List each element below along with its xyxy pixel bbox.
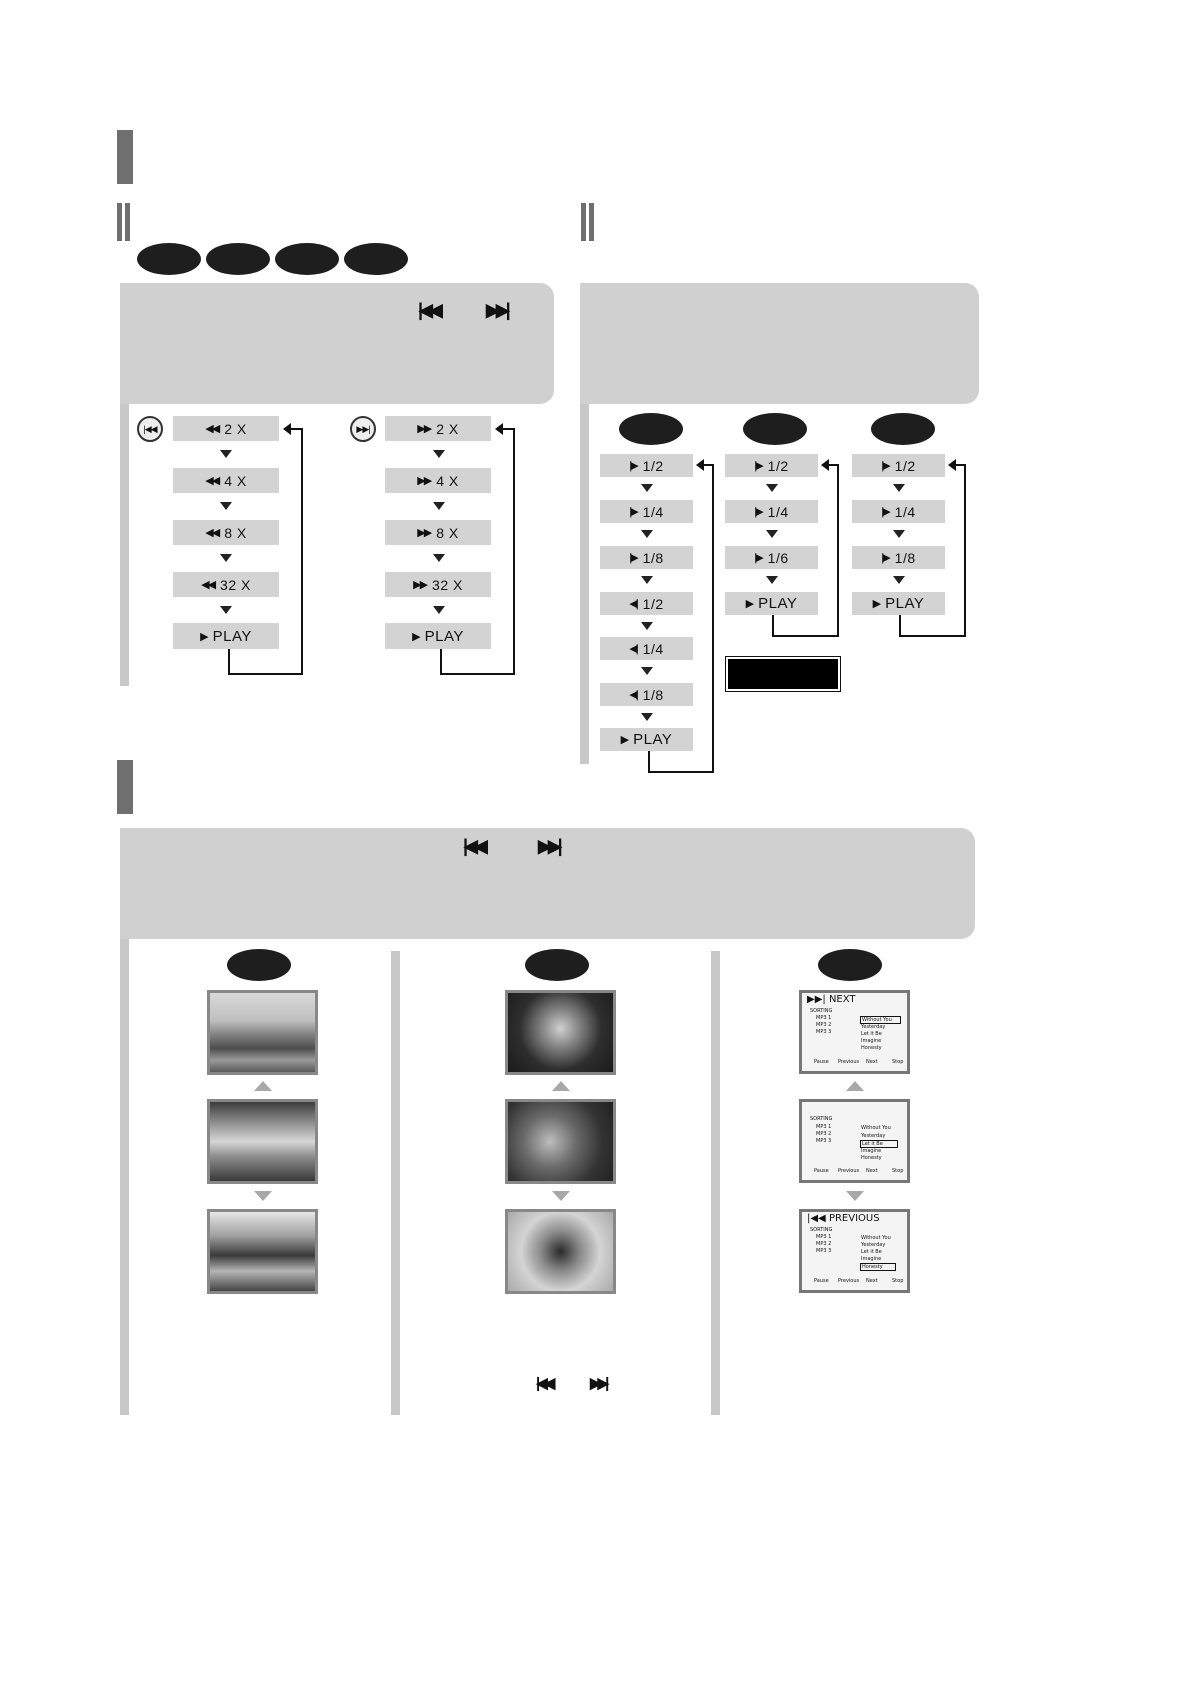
slow-label: 1/4 xyxy=(642,640,664,657)
loop-line xyxy=(964,464,966,637)
menu-footer-item: Pause xyxy=(814,1278,829,1284)
skip-rule-3 xyxy=(711,951,720,1415)
arrow-down-icon xyxy=(641,530,653,538)
fwd-step-label: 32 X xyxy=(432,576,463,593)
loop-line xyxy=(513,428,515,675)
fwd-play xyxy=(385,623,491,649)
loop-arrowhead-icon xyxy=(821,459,829,471)
slow-label: 1/8 xyxy=(642,549,664,566)
arrow-down-icon xyxy=(220,554,232,562)
loop-line xyxy=(228,649,230,674)
menu-track-selected: Without You xyxy=(860,1016,901,1024)
play-icon: ▶ xyxy=(412,630,419,643)
menu-footer-item: Stop xyxy=(892,1168,904,1174)
fwd-step-label: 4 X xyxy=(436,472,459,489)
note-box xyxy=(725,656,841,692)
fwd-step-label: 2 X xyxy=(436,420,459,437)
slow-forward-icon: |▶ xyxy=(629,552,637,564)
arrow-down-icon xyxy=(641,622,653,630)
slow3-step-1 xyxy=(852,454,945,477)
arrow-down-icon xyxy=(893,530,905,538)
photo-beach-umbrella xyxy=(207,990,318,1075)
rev-step-label: 2 X xyxy=(224,420,247,437)
disc-chip-2 xyxy=(206,243,270,275)
rewind-icon: ◀◀ xyxy=(205,475,219,487)
menu-footer-item: Stop xyxy=(892,1278,904,1284)
menu-folder: MP3 3 xyxy=(816,1029,832,1035)
slow-label: 1/2 xyxy=(642,595,664,612)
fast-forward-icon: ▶▶ xyxy=(413,579,427,591)
arrow-down-icon xyxy=(220,502,232,510)
fast-forward-icon: ▶▶ xyxy=(417,527,431,539)
menu-sorting: SORTING xyxy=(810,1008,833,1014)
slow1-step-4 xyxy=(600,592,693,615)
arrow-down-icon xyxy=(846,1191,864,1201)
disc-chip-slow-2 xyxy=(743,413,807,445)
disc-chip-skip-1 xyxy=(227,949,291,981)
rewind-icon: ◀◀ xyxy=(205,527,219,539)
arrow-down-icon xyxy=(552,1191,570,1201)
arrow-down-icon xyxy=(641,713,653,721)
slow-label: 1/2 xyxy=(894,457,916,474)
rev-step-label: 32 X xyxy=(220,576,251,593)
menu-track: Yesterday xyxy=(861,1242,886,1248)
fast-forward-icon: ▶▶ xyxy=(417,423,431,435)
menu-sorting: SORTING xyxy=(810,1116,833,1122)
arrow-down-icon xyxy=(893,576,905,584)
skip-rule-2 xyxy=(391,951,400,1415)
slow1-step-1 xyxy=(600,454,693,477)
skip-forward-icon: ▶▶| xyxy=(538,836,559,856)
slow-reverse-icon: ◀| xyxy=(629,689,637,701)
menu-folder: MP3 3 xyxy=(816,1138,832,1144)
fwd-step-label: 8 X xyxy=(436,524,459,541)
menu-track: Yesterday xyxy=(861,1024,886,1030)
loop-arrowhead-icon xyxy=(283,423,291,435)
arrow-down-icon xyxy=(766,576,778,584)
rev-step-2 xyxy=(173,468,279,493)
loop-line xyxy=(772,615,774,637)
menu-header xyxy=(807,1213,880,1224)
disc-chip-skip-3 xyxy=(818,949,882,981)
play-icon: ▶ xyxy=(620,734,628,746)
photo-waterfall-landscape xyxy=(207,1209,318,1294)
rev-step-1 xyxy=(173,416,279,441)
arrow-down-icon xyxy=(433,606,445,614)
mp3-menu-next xyxy=(799,990,910,1074)
photo-raccoon xyxy=(505,1209,616,1294)
play-icon: ▶ xyxy=(745,598,753,610)
slow1-step-6 xyxy=(600,683,693,706)
arrow-down-icon xyxy=(893,484,905,492)
fast-forward-icon: ▶▶ xyxy=(417,475,431,487)
menu-track: Honesty xyxy=(861,1155,882,1161)
photo-cheetah xyxy=(505,1099,616,1184)
slow-label: 1/2 xyxy=(767,457,789,474)
arrow-down-icon xyxy=(766,484,778,492)
skip-back-icon: |◀◀ xyxy=(807,1213,826,1224)
rev-step-label: 8 X xyxy=(224,524,247,541)
loop-line xyxy=(648,751,650,773)
disc-chip-skip-2 xyxy=(525,949,589,981)
slow-label: 1/6 xyxy=(767,549,789,566)
fwd-step-2 xyxy=(385,468,491,493)
menu-track-selected: Honesty xyxy=(860,1263,896,1271)
loop-line xyxy=(440,649,442,674)
slow1-play xyxy=(600,728,693,751)
menu-track: Imagine xyxy=(861,1148,882,1154)
play-icon: ▶ xyxy=(200,630,207,643)
slow-forward-icon: |▶ xyxy=(881,460,889,472)
menu-sorting: SORTING xyxy=(810,1227,833,1233)
loop-line xyxy=(772,635,839,637)
menu-track: Let it Be xyxy=(861,1031,882,1037)
slow2-step-2 xyxy=(725,500,818,523)
slow-reverse-icon: ◀| xyxy=(629,598,637,610)
menu-folder: MP3 2 xyxy=(816,1022,832,1028)
slow1-step-3 xyxy=(600,546,693,569)
menu-footer-item: Previous xyxy=(838,1278,860,1284)
loop-arrowhead-icon xyxy=(696,459,704,471)
play-label: PLAY xyxy=(885,595,925,612)
skip-forward-icon: ▶▶| xyxy=(590,1375,606,1392)
fwd-step-4 xyxy=(385,572,491,597)
loop-line xyxy=(301,428,303,675)
skip-back-icon: |◀◀ xyxy=(418,300,439,320)
loop-line xyxy=(440,673,515,675)
rewind-icon: ◀◀ xyxy=(205,423,219,435)
rewind-icon: ◀◀ xyxy=(201,579,215,591)
menu-footer-item: Pause xyxy=(814,1059,829,1065)
play-label: PLAY xyxy=(212,627,252,645)
skip-back-icon: |◀◀ xyxy=(536,1375,552,1392)
menu-folder: MP3 2 xyxy=(816,1241,832,1247)
rev-play xyxy=(173,623,279,649)
slow-forward-icon: |▶ xyxy=(754,506,762,518)
section-bar-search xyxy=(117,130,133,184)
skip-forward-icon: ▶▶| xyxy=(486,300,507,320)
play-icon: ▶ xyxy=(872,598,880,610)
fwd-step-3 xyxy=(385,520,491,545)
menu-footer-item: Next xyxy=(866,1059,878,1065)
loop-arrowhead-icon xyxy=(495,423,503,435)
disc-chip-4 xyxy=(344,243,408,275)
arrow-down-icon xyxy=(433,450,445,458)
slow-reverse-icon: ◀| xyxy=(629,643,637,655)
slow-left-rule xyxy=(580,404,589,764)
note-box-fill xyxy=(728,659,838,689)
slow-label: 1/4 xyxy=(642,503,664,520)
menu-footer-item: Next xyxy=(866,1168,878,1174)
loop-line xyxy=(648,771,714,773)
mp3-menu-previous xyxy=(799,1209,910,1293)
menu-folder: MP3 1 xyxy=(816,1124,832,1130)
menu-track: Yesterday xyxy=(861,1133,886,1139)
loop-line xyxy=(837,464,839,637)
loop-line xyxy=(899,635,966,637)
arrow-down-icon xyxy=(433,554,445,562)
subsection-bar-slow-2 xyxy=(589,203,594,241)
menu-header-label: PREVIOUS xyxy=(828,1213,880,1224)
loop-line xyxy=(228,673,303,675)
photo-chipmunk xyxy=(505,990,616,1075)
menu-footer-item: Next xyxy=(866,1278,878,1284)
menu-footer-item: Pause xyxy=(814,1168,829,1174)
disc-chip-3 xyxy=(275,243,339,275)
slow-forward-icon: |▶ xyxy=(629,506,637,518)
slow-instructions-panel xyxy=(580,283,979,404)
slow1-step-2 xyxy=(600,500,693,523)
play-label: PLAY xyxy=(424,627,464,645)
slow3-step-2 xyxy=(852,500,945,523)
rev-step-4 xyxy=(173,572,279,597)
arrow-up-icon xyxy=(552,1081,570,1091)
slow-label: 1/4 xyxy=(767,503,789,520)
menu-track: Imagine xyxy=(861,1038,882,1044)
menu-track: Without You xyxy=(861,1235,891,1241)
skip-back-icon: |◀◀ xyxy=(463,836,484,856)
slow-label: 1/4 xyxy=(894,503,916,520)
slow2-step-1 xyxy=(725,454,818,477)
subsection-bar-slow xyxy=(581,203,586,241)
slow-label: 1/8 xyxy=(642,686,664,703)
slow-forward-icon: |▶ xyxy=(881,506,889,518)
photo-desert-cactus xyxy=(207,1099,318,1184)
menu-footer-item: Previous xyxy=(838,1168,860,1174)
menu-folder: MP3 1 xyxy=(816,1234,832,1240)
arrow-down-icon xyxy=(766,530,778,538)
slow-forward-icon: |▶ xyxy=(629,460,637,472)
subsection-bar-search xyxy=(117,203,122,241)
slow-forward-icon: |▶ xyxy=(754,552,762,564)
rewind-button-icon: |◀◀ xyxy=(137,416,163,442)
menu-footer-item: Stop xyxy=(892,1059,904,1065)
rev-step-3 xyxy=(173,520,279,545)
slow-label: 1/2 xyxy=(642,457,664,474)
slow-label: 1/8 xyxy=(894,549,916,566)
disc-chip-slow-1 xyxy=(619,413,683,445)
play-label: PLAY xyxy=(758,595,798,612)
arrow-down-icon xyxy=(220,606,232,614)
disc-chip-1 xyxy=(137,243,201,275)
subsection-bar-search-2 xyxy=(125,203,130,241)
search-left-rule xyxy=(120,404,129,686)
fast-forward-button-icon: ▶▶| xyxy=(350,416,376,442)
arrow-down-icon xyxy=(220,450,232,458)
slow2-step-3 xyxy=(725,546,818,569)
loop-line xyxy=(712,464,714,773)
rev-step-label: 4 X xyxy=(224,472,247,489)
menu-header-label: NEXT xyxy=(828,994,856,1005)
disc-chip-slow-3 xyxy=(871,413,935,445)
menu-track-selected: Let it Be xyxy=(860,1140,898,1148)
slow-forward-icon: |▶ xyxy=(754,460,762,472)
slow2-play xyxy=(725,592,818,615)
slow-forward-icon: |▶ xyxy=(881,552,889,564)
menu-header xyxy=(807,994,856,1005)
arrow-up-icon xyxy=(846,1081,864,1091)
menu-folder: MP3 2 xyxy=(816,1131,832,1137)
skip-forward-icon: ▶▶| xyxy=(807,994,826,1005)
arrow-down-icon xyxy=(641,484,653,492)
menu-folder: MP3 3 xyxy=(816,1248,832,1254)
menu-track: Without You xyxy=(861,1125,891,1131)
slow3-step-3 xyxy=(852,546,945,569)
arrow-down-icon xyxy=(254,1191,272,1201)
mp3-menu-current xyxy=(799,1099,910,1183)
skip-rule-1 xyxy=(120,939,129,1415)
menu-track: Imagine xyxy=(861,1256,882,1262)
arrow-up-icon xyxy=(254,1081,272,1091)
menu-track: Let it Be xyxy=(861,1249,882,1255)
slow3-play xyxy=(852,592,945,615)
play-label: PLAY xyxy=(633,731,673,748)
fwd-step-1 xyxy=(385,416,491,441)
menu-track: Honesty xyxy=(861,1045,882,1051)
loop-line xyxy=(899,615,901,637)
section-bar-skip xyxy=(117,760,133,814)
menu-footer-item: Previous xyxy=(838,1059,860,1065)
loop-arrowhead-icon xyxy=(948,459,956,471)
arrow-down-icon xyxy=(641,576,653,584)
menu-folder: MP3 1 xyxy=(816,1015,832,1021)
arrow-down-icon xyxy=(641,667,653,675)
arrow-down-icon xyxy=(433,502,445,510)
slow1-step-5 xyxy=(600,637,693,660)
